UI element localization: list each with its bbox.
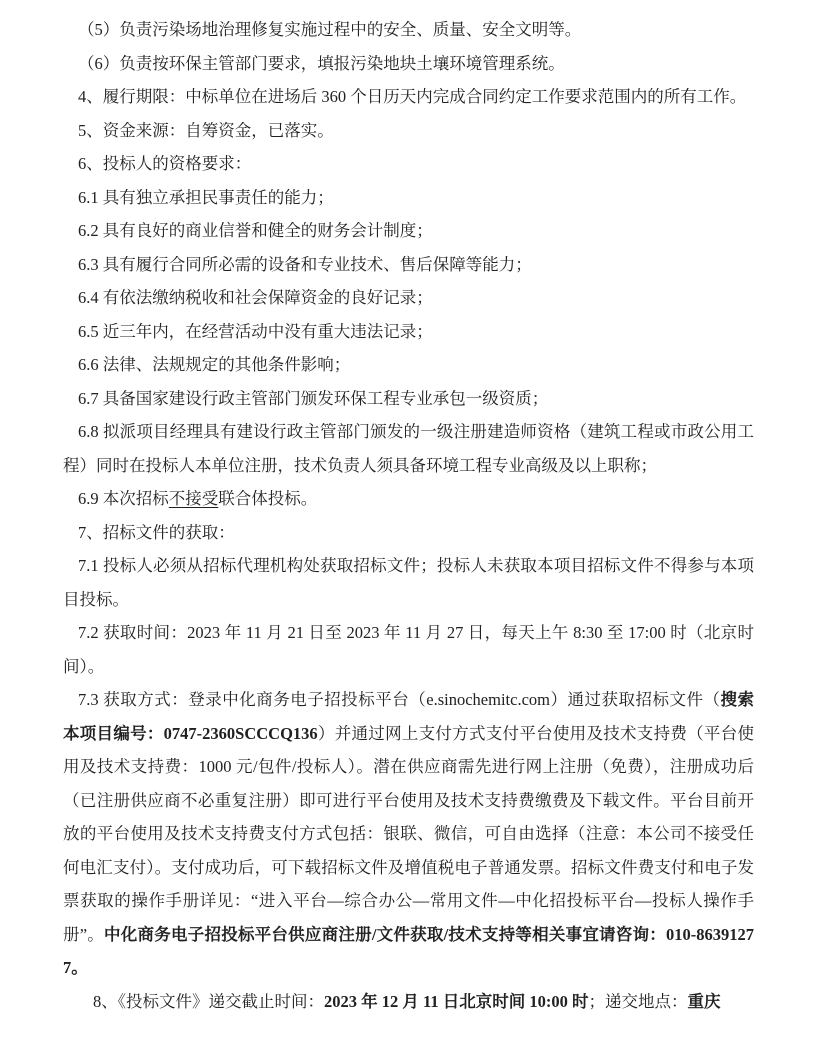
- clause-text: 6.4 有依法缴纳税收和社会保障资金的良好记录；: [78, 288, 433, 307]
- clause-text: ；递交地点：: [588, 991, 688, 1011]
- clause-text: 5、资金来源：自筹资金，已落实。: [78, 120, 334, 140]
- clause-5-funding-source: [63, 114, 754, 148]
- clause-text: 7.3 获取方式：登录中化商务电子招投标平台（e.sinochemitc.com）通过获取招标文件（: [78, 690, 721, 709]
- clause-text: （6）负责按环保主管部门要求，填报污染地块土壤环境管理系统。: [78, 53, 565, 73]
- clause-text: （5）负责污染场地治理修复实施过程中的安全、质量、安全文明等。: [78, 20, 582, 39]
- platform-support-phone-bold-text: 中化商务电子招投标平台供应商注册/文件获取/技术支持等相关事宜请咨询：010-86391277。: [63, 924, 754, 977]
- clause-8-submission-deadline: [63, 985, 754, 1019]
- clause-6-1: [63, 181, 754, 215]
- clause-text: 6、投标人的资格要求：: [78, 154, 252, 173]
- clause-text: 7.1 投标人必须从招标代理机构处获取招标文件；投标人未获取本项目招标文件不得参与本项目投标。: [63, 556, 754, 609]
- clause-text: 7.2 获取时间：2023 年 11 月 21 日至 2023 年 11 月 27 日，每天上午 8:30 至 17:00 时（北京时间）。: [63, 623, 754, 676]
- clause-6-3: [63, 248, 754, 282]
- clause-text: 8、《投标文件》递交截止时间：: [93, 991, 324, 1011]
- clause-7-3: [63, 683, 754, 985]
- clause-text: 联合体投标。: [218, 489, 318, 508]
- clause-7-2: [63, 616, 754, 683]
- clause-text: 6.2 具有良好的商业信誉和健全的财务会计制度；: [78, 221, 433, 240]
- clause-6-qualification-heading: [63, 147, 754, 181]
- project-number-bold-text: 搜索本项目编号：0747-2360SCCCQ136: [63, 690, 755, 743]
- clause-text: 6.9 本次招标: [78, 489, 169, 508]
- clause-text: 6.6 法律、法规规定的其他条件影响；: [78, 355, 351, 374]
- clause-text: 6.1 具有独立承担民事责任的能力；: [78, 187, 334, 207]
- clause-6-6: [63, 348, 754, 382]
- clause-text: 4、履行期限：中标单位在进场后 360 个日历天内完成合同约定工作要求范围内的所有工作。: [78, 87, 747, 106]
- clause-text: 6.8 拟派项目经理具有建设行政主管部门颁发的一级注册建造师资格（建筑工程或市政公用工程）同时在投标人本单位注册，技术负责人须具备环境工程专业高级及以上职称；: [63, 422, 754, 475]
- clause-6-2: [63, 214, 754, 248]
- clause-6-5: [63, 315, 754, 349]
- clause-text: ）并通过网上支付方式支付平台使用及技术支持费（平台使用及技术支持费：1000 元/包件/投标人）。潜在供应商需先进行网上注册（免费），注册成功后（已注册供应商不必重复注册）即可进行平台使用及技术支持费缴费及下载文件。平台目前开放的平台使用及技术支持费支付方式包括：银联、微信，可自由选择（注意：本公司不接受任何电汇支付）。支付成功后，可下载招标文件及增值税电子普通发票。招标文件费支付和电子发票获取的操作手册详见：“进入平台—综合办公—常用文件—中化招投标平台—投标人操作手册”。: [63, 723, 754, 944]
- clause-duty-6: [63, 47, 754, 81]
- clause-text: 6.5 近三年内，在经营活动中没有重大违法记录；: [78, 321, 433, 341]
- clause-4-performance-period: [63, 80, 754, 114]
- clause-6-8: [63, 415, 754, 482]
- clause-text: 7、招标文件的获取：: [78, 522, 235, 542]
- submission-place-bold-text: 重庆: [687, 991, 721, 1011]
- clause-7-document-obtain-heading: [63, 516, 754, 550]
- no-consortium-underlined-text: 不接受: [168, 489, 219, 508]
- clause-6-7: [63, 382, 754, 416]
- clause-text: 6.7 具备国家建设行政主管部门颁发环保工程专业承包一级资质；: [78, 388, 549, 408]
- clause-duty-5: [63, 13, 754, 47]
- clause-6-9: [63, 482, 754, 516]
- deadline-datetime-bold-text: 2023 年 12 月 11 日北京时间 10:00 时: [324, 991, 589, 1011]
- clause-6-4: [63, 281, 754, 315]
- clause-text: 6.3 具有履行合同所必需的设备和专业技术、售后保障等能力；: [78, 254, 532, 274]
- clause-7-1: [63, 549, 754, 616]
